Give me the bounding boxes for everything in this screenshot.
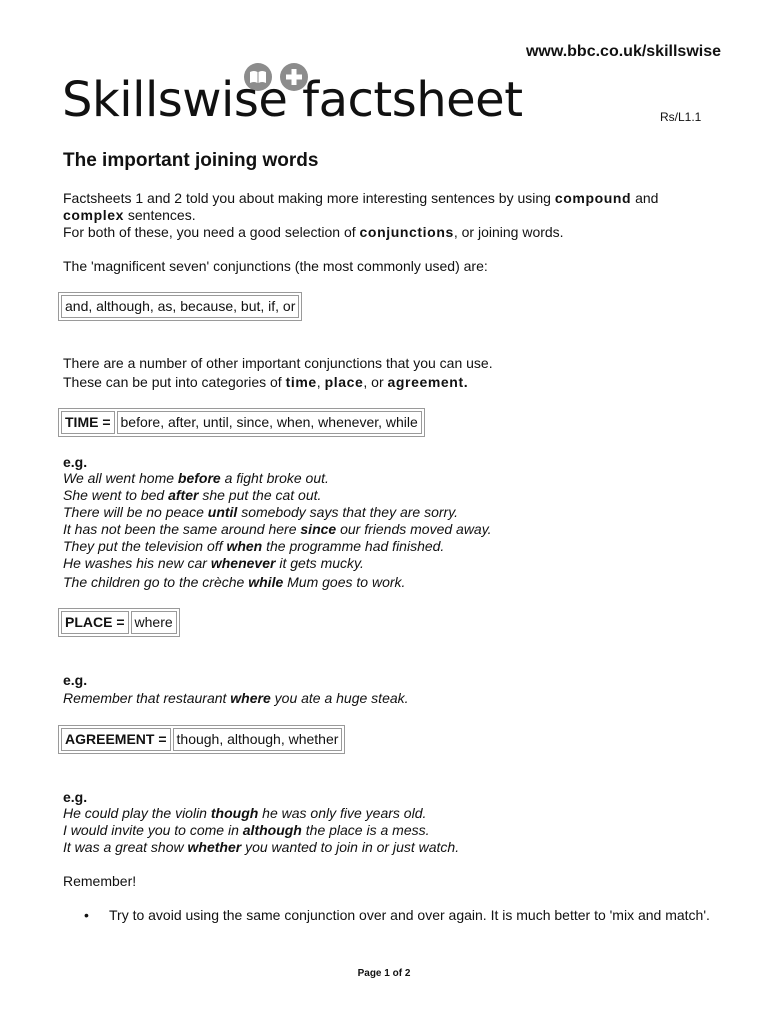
categories-line-2: These can be put into categories of time, place, or agreement. (63, 374, 469, 390)
time-example: The children go to the crèche while Mum goes to work. (63, 574, 406, 590)
term-complex: complex (63, 207, 124, 223)
time-words: before, after, until, since, when, whenever, while (117, 411, 422, 434)
categories-line-1: There are a number of other important conjunctions that you can use. (63, 355, 493, 371)
time-example: He washes his new car whenever it gets mucky. (63, 555, 364, 571)
place-words: where (131, 611, 177, 634)
term-compound: compound (554, 190, 632, 206)
time-example: She went to bed after she put the cat out. (63, 487, 322, 503)
agreement-example: He could play the violin though he was only five years old. (63, 805, 427, 821)
time-example: It has not been the same around here since our friends moved away. (63, 521, 492, 537)
agreement-eg-label: e.g. (63, 789, 88, 805)
term-conjunctions: conjunctions (359, 224, 454, 240)
agreement-example: I would invite you to come in although the place is a mess. (63, 822, 430, 838)
time-example: They put the television off when the programme had finished. (63, 538, 445, 554)
category-agreement: agreement. (387, 374, 469, 390)
page-title: The important joining words (63, 150, 319, 171)
time-example: We all went home before a fight broke out. (63, 470, 329, 486)
intro-line-1: Factsheets 1 and 2 told you about making more interesting sentences by using compound and (63, 190, 659, 206)
place-example: Remember that restaurant where you ate a huge steak. (63, 690, 409, 706)
site-url[interactable]: www.bbc.co.uk/skillswise (525, 43, 721, 60)
agreement-label: AGREEMENT = (61, 728, 171, 751)
intro-line-3: For both of these, you need a good selection of conjunctions, or joining words. (63, 224, 564, 240)
place-box (58, 608, 180, 637)
bullet-item: Try to avoid using the same conjunction over and over again. It is much better to 'mix and match'. (109, 907, 710, 923)
magnificent-seven-list: and, although, as, because, but, if, or (61, 295, 299, 318)
time-eg-label: e.g. (63, 454, 88, 470)
time-example: There will be no peace until somebody says that they are sorry. (63, 504, 459, 520)
brand-title: Skillswise factsheet (62, 72, 523, 128)
category-place: place (324, 374, 364, 390)
magnificent-seven-box (58, 292, 302, 321)
place-eg-label: e.g. (63, 672, 88, 688)
intro-line-2: complex sentences. (63, 207, 196, 223)
agreement-example: It was a great show whether you wanted to join in or just watch. (63, 839, 460, 855)
bullet-icon: • (84, 907, 89, 923)
agreement-words: though, although, whether (173, 728, 343, 751)
time-box (58, 408, 425, 437)
place-label: PLACE = (61, 611, 129, 634)
time-label: TIME = (61, 411, 115, 434)
page-number: Page 1 of 2 (357, 968, 411, 979)
document-reference: Rs/L1.1 (660, 110, 702, 124)
category-time: time (285, 374, 317, 390)
intro-line-4: The 'magnificent seven' conjunctions (the most commonly used) are: (63, 258, 488, 274)
agreement-box (58, 725, 345, 754)
remember-heading: Remember! (63, 873, 137, 889)
